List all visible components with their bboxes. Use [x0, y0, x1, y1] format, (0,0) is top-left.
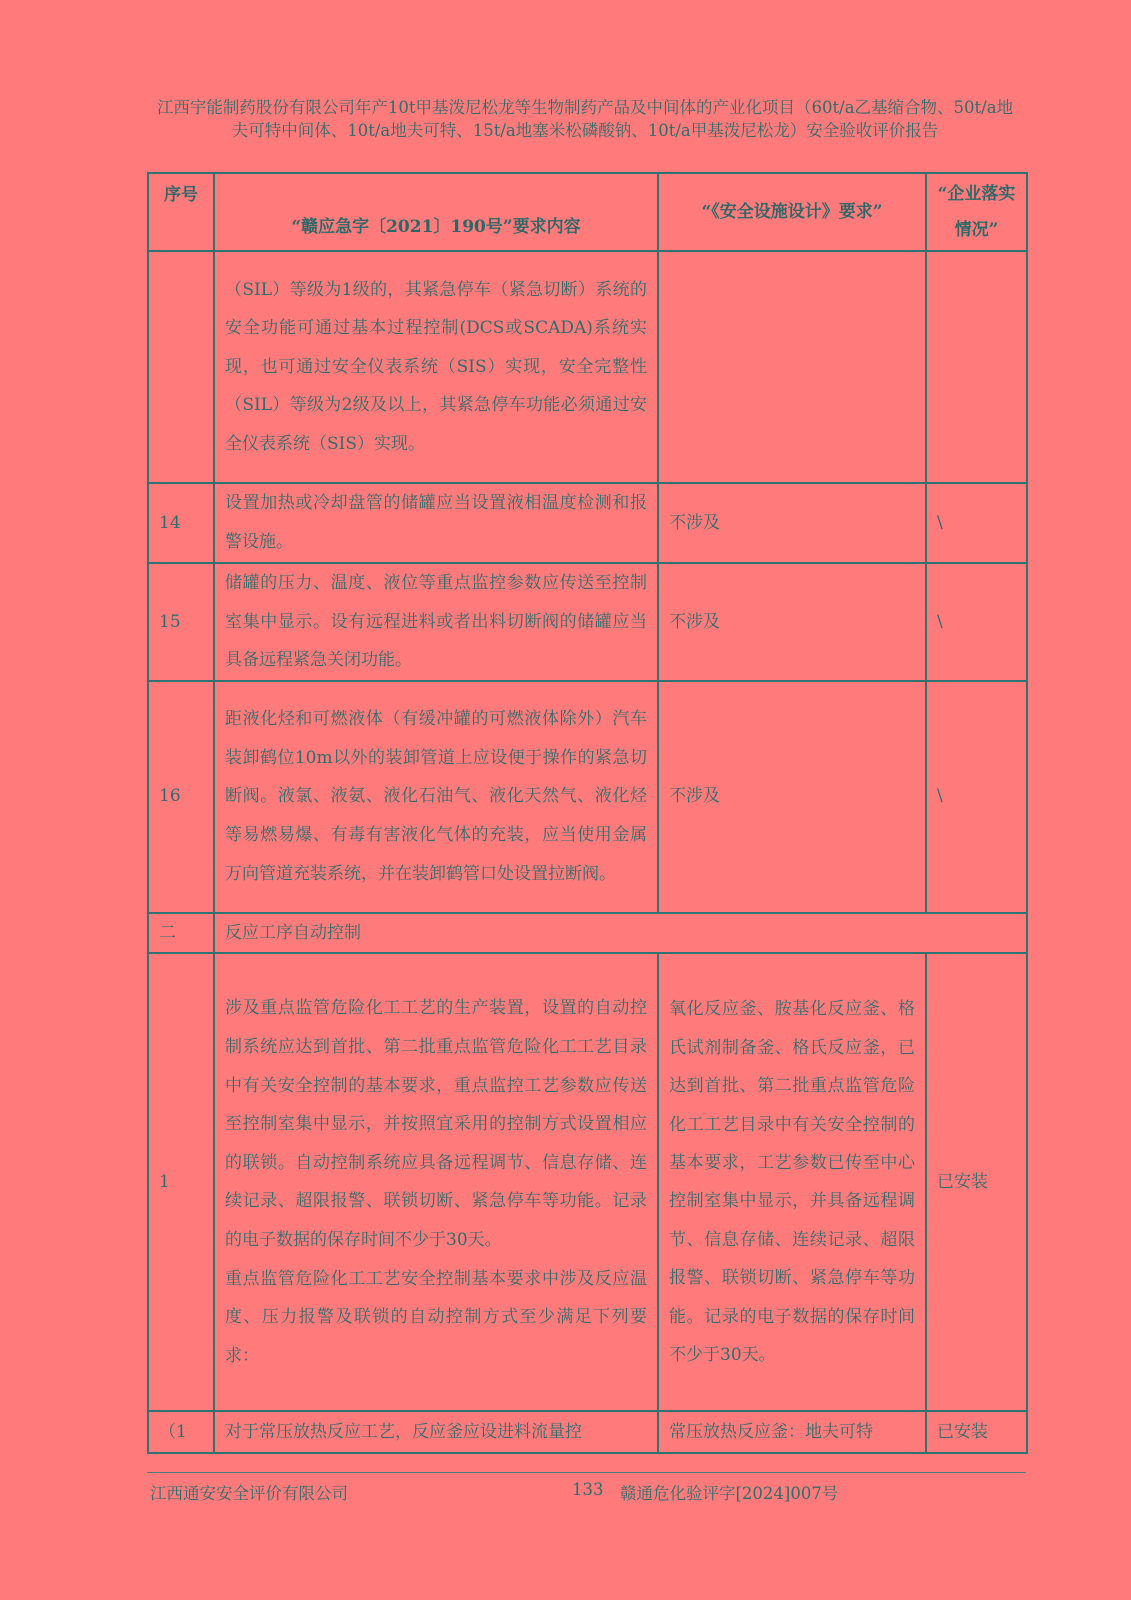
header-status: “企业落实情况”: [926, 173, 1027, 251]
cell-seq: 16: [148, 681, 214, 913]
header-content: “赣应急字〔2021〕190号”要求内容: [214, 173, 658, 251]
cell-design: 不涉及: [658, 563, 926, 681]
table-row: [148, 681, 1027, 913]
table-header-row: [148, 173, 1027, 251]
footer-divider: [147, 1472, 1026, 1473]
cell-design: 不涉及: [658, 483, 926, 563]
cell-content: 对于常压放热反应工艺，反应釜应设进料流量控: [214, 1411, 658, 1453]
cell-status: 已安装: [926, 953, 1027, 1411]
cell-content: 涉及重点监管危险化工工艺的生产装置，设置的自动控制系统应达到首批、第二批重点监管危险化工工艺目录中有关安全控制的基本要求，重点监控工艺参数应传送至控制室集中显示，并按照宜采用的控制方式设置相应的联锁。自动控制系统应具备远程调节、信息存储、连续记录、超限报警、联锁切断、紧急停车等功能。记录的电子数据的保存时间不少于30天。 重点监管危险化工工艺安全控制基本要求中涉及反应温度、压力报警及联锁的自动控制方式至少满足下列要求：: [214, 953, 658, 1411]
cell-content: 设置加热或冷却盘管的储罐应当设置液相温度检测和报警设施。: [214, 483, 658, 563]
cell-status: \: [926, 563, 1027, 681]
cell-design: 常压放热反应釜：地夫可特: [658, 1411, 926, 1453]
cell-design: 氧化反应釜、胺基化反应釜、格氏试剂制备釜、格氏反应釜，已达到首批、第二批重点监管危险化工工艺目录中有关安全控制的基本要求，工艺参数已传至中心控制室集中显示，并具备远程调节、信息存储、连续记录、超限报警、联锁切断、紧急停车等功能。记录的电子数据的保存时间不少于30天。: [658, 953, 926, 1411]
footer-page-number: 133: [572, 1480, 604, 1499]
footer-doc-number: 赣通危化验评字[2024]007号: [620, 1484, 839, 1503]
footer-company: 江西通安安全评价有限公司: [150, 1484, 348, 1503]
cell-design: [658, 251, 926, 483]
cell-seq: 二: [148, 913, 214, 954]
table-row: [148, 953, 1027, 1411]
cell-content: 距液化烃和可燃液体（有缓冲罐的可燃液体除外）汽车装卸鹤位10m以外的装卸管道上应设便于操作的紧急切断阀。液氯、液氨、液化石油气、液化天然气、液化烃等易燃易爆、有毒有害液化气体的充装，应当使用金属万向管道充装系统，并在装卸鹤管口处设置拉断阀。: [214, 681, 658, 913]
cell-status: 已安装: [926, 1411, 1027, 1453]
table-row: [148, 251, 1027, 483]
table-row: [148, 483, 1027, 563]
cell-seq: [148, 251, 214, 483]
cell-status: \: [926, 681, 1027, 913]
cell-section-title: 反应工序自动控制: [214, 913, 1027, 954]
table-row: [148, 913, 1027, 954]
requirements-table: [147, 172, 1028, 1454]
cell-content: （SIL）等级为1级的，其紧急停车（紧急切断）系统的安全功能可通过基本过程控制(DCS或SCADA)系统实现，也可通过安全仪表系统（SIS）实现，安全完整性（SIL）等级为2级及以上，其紧急停车功能必须通过安全仪表系统（SIS）实现。: [214, 251, 658, 483]
cell-seq: 14: [148, 483, 214, 563]
report-title: 江西宇能制药股份有限公司年产10t甲基泼尼松龙等生物制药产品及中间体的产业化项目（60t/a乙基缩合物、50t/a地夫可特中间体、10t/a地夫可特、15t/a地塞米松磷酸钠、10t/a甲基泼尼松龙）安全验收评价报告: [156, 98, 1014, 140]
table-row: [148, 1411, 1027, 1453]
cell-seq: 15: [148, 563, 214, 681]
header-seq: 序号: [148, 173, 214, 251]
header-design: “《安全设施设计》要求”: [658, 173, 926, 251]
cell-content: 储罐的压力、温度、液位等重点监控参数应传送至控制室集中显示。设有远程进料或者出料切断阀的储罐应当具备远程紧急关闭功能。: [214, 563, 658, 681]
cell-status: \: [926, 483, 1027, 563]
cell-seq: （1: [148, 1411, 214, 1453]
cell-design: 不涉及: [658, 681, 926, 913]
cell-seq: 1: [148, 953, 214, 1411]
table-row: [148, 563, 1027, 681]
cell-status: [926, 251, 1027, 483]
